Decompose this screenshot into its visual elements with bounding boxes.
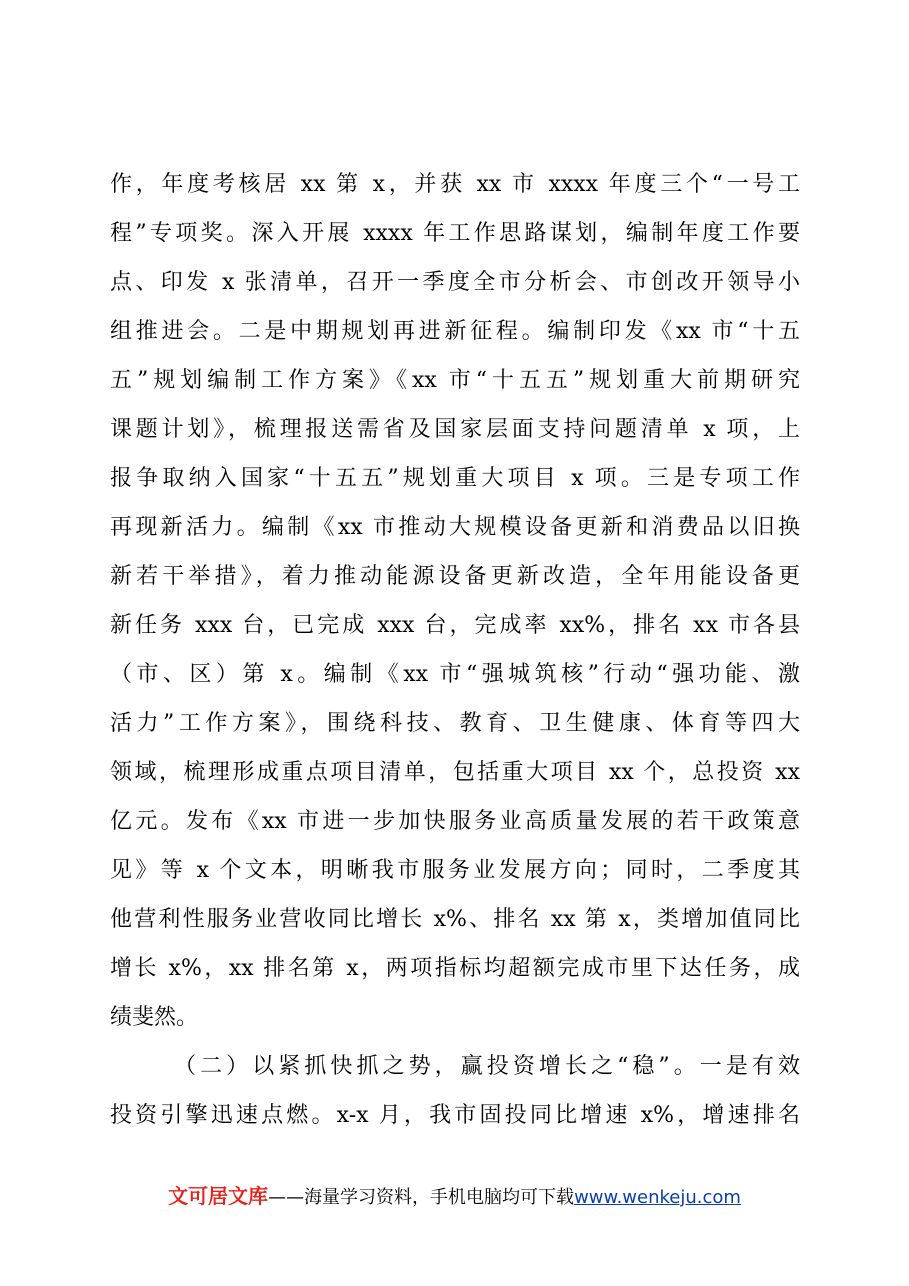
- text-line: 新任务 xxx 台，已完成 xxx 台，完成率 xx%，排名 xx 市各县: [110, 613, 800, 638]
- text-line: 见》等 x 个文本，明晰我市服务业发展方向；同时，二季度其: [110, 858, 800, 883]
- text-line: 投资引擎迅速点燃。x-x 月，我市固投同比增速 x%，增速排名: [110, 1103, 800, 1128]
- footer-website-link[interactable]: www.wenkeju.com: [574, 1187, 741, 1208]
- footer-banner: [0, 1182, 909, 1212]
- text-line: 绩斐然。: [110, 1005, 199, 1030]
- footer-tagline: ——海量学习资料，手机电脑均可下载: [268, 1187, 575, 1208]
- text-line: 增长 x%，xx 排名第 x，两项指标均超额完成市里下达任务，成: [110, 956, 800, 981]
- text-line: 再现新活力。编制《xx 市推动大规模设备更新和消费品以旧换: [110, 515, 800, 540]
- footer-brand: 文可居文库: [168, 1184, 269, 1208]
- text-line: （市、区）第 x。编制《xx 市“强城筑核”行动“强功能、激: [110, 662, 800, 687]
- text-line: 程”专项奖。深入开展 xxxx 年工作思路谋划，编制年度工作要: [110, 221, 800, 246]
- text-line-section-heading: （二）以紧抓快抓之势，赢投资增长之“稳”。一是有效: [174, 1054, 800, 1079]
- text-line: 作，年度考核居 xx 第 x，并获 xx 市 xxxx 年度三个“一号工: [110, 172, 800, 197]
- text-line: 新若干举措》，着力推动能源设备更新改造，全年用能设备更: [110, 564, 800, 589]
- text-line: 组推进会。二是中期规划再进新征程。编制印发《xx 市“十五: [110, 319, 800, 344]
- text-line: 领域，梳理形成重点项目清单，包括重大项目 xx 个，总投资 xx: [110, 760, 800, 785]
- text-line: 五”规划编制工作方案》《xx 市“十五五”规划重大前期研究: [110, 368, 800, 393]
- text-line: 报争取纳入国家“十五五”规划重大项目 x 项。三是专项工作: [110, 466, 800, 491]
- text-line: 亿元。发布《xx 市进一步加快服务业高质量发展的若干政策意: [110, 809, 800, 834]
- text-line: 课题计划》，梳理报送需省及国家层面支持问题清单 x 项，上: [110, 417, 800, 442]
- text-line: 他营利性服务业营收同比增长 x%、排名 xx 第 x，类增加值同比: [110, 907, 800, 932]
- document-body: [110, 160, 800, 1140]
- text-line: 活力”工作方案》，围绕科技、教育、卫生健康、体育等四大: [110, 711, 800, 736]
- text-line: 点、印发 x 张清单，召开一季度全市分析会、市创改开领导小: [110, 270, 800, 295]
